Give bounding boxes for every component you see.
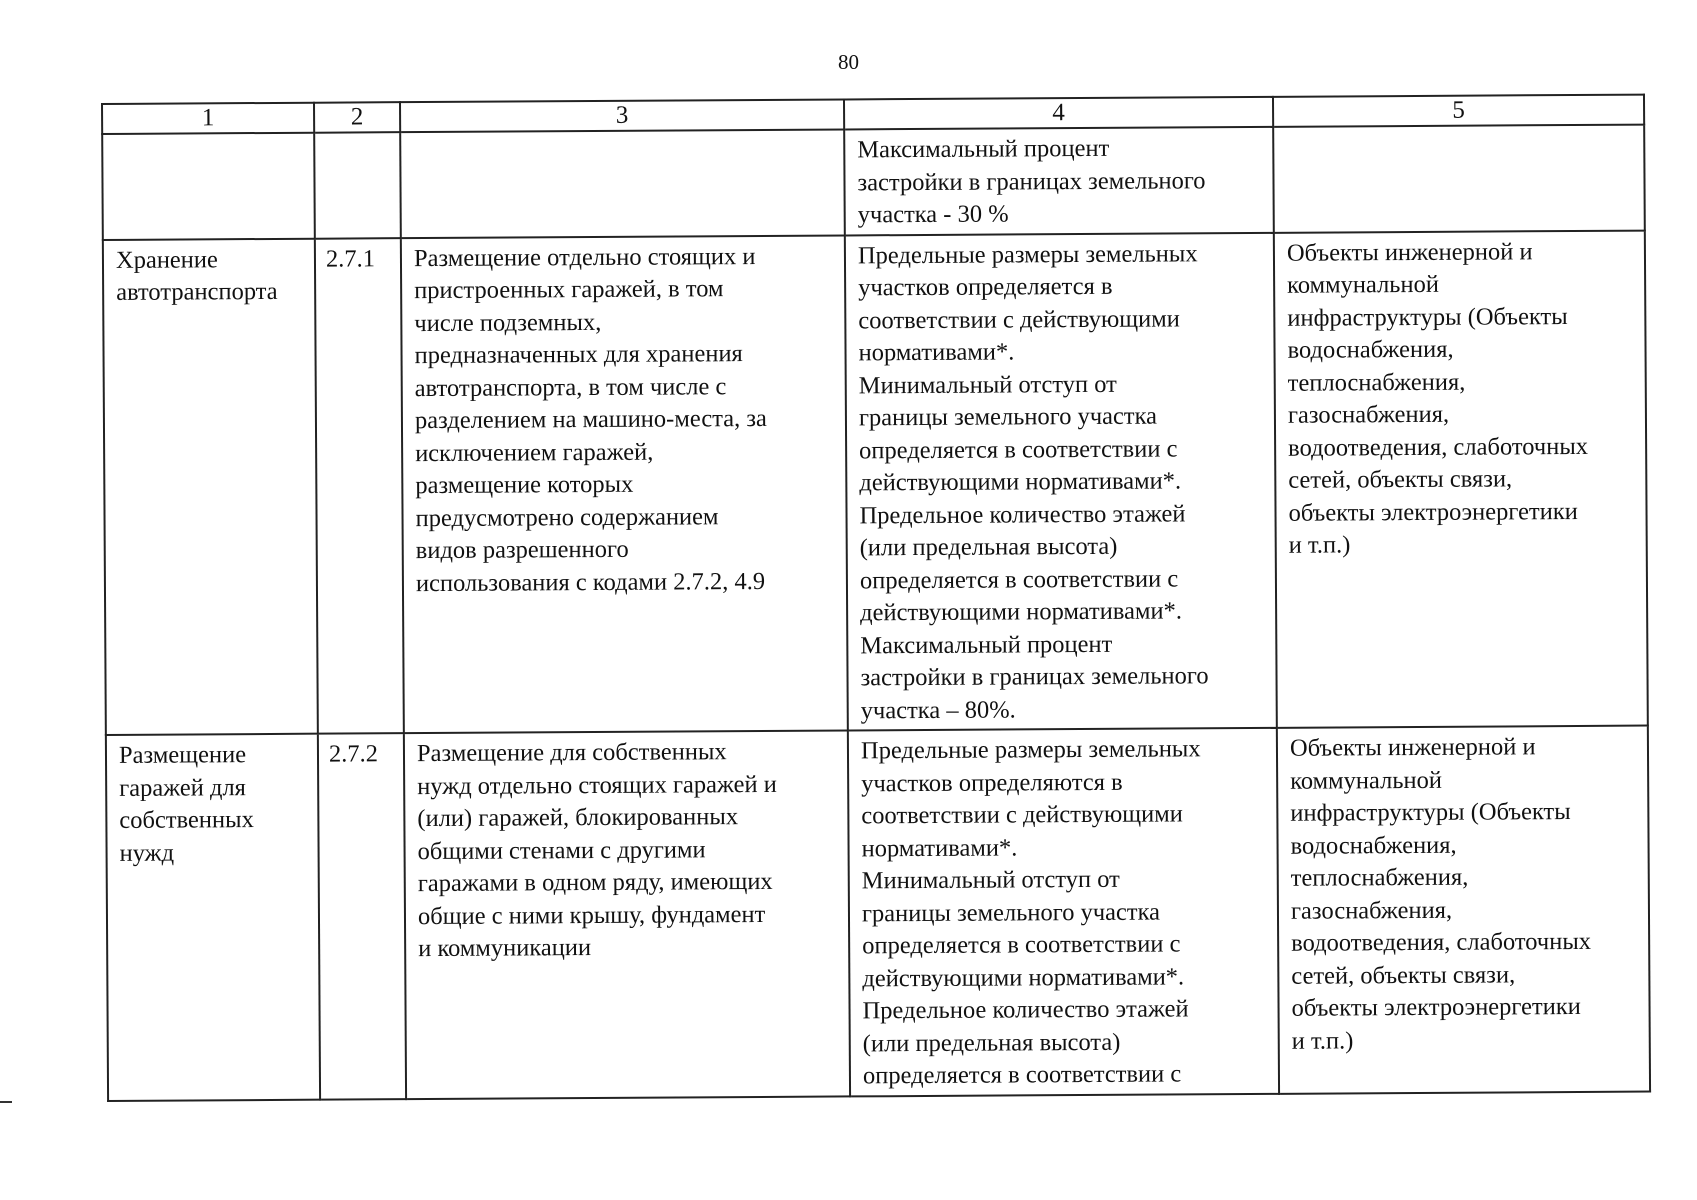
cell-use-code: 2.7.1 — [315, 238, 404, 734]
cell-use-name — [102, 133, 315, 240]
cell-use-description: Размещение отдельно стоящих и пристроенных гаражей, в том числе подземных, предназначенных для хранения автотранспорта, в том числе с разделением на машино-места, за исключением гаражей, размещение которых предусмотрено содержанием видов разрешенного использования с кодами 2.7.2, 4.9 — [401, 235, 848, 733]
margin-mark — [0, 1101, 12, 1103]
cell-parameters: Предельные размеры земельных участков определяется в соответствии с действующими нормативами*. Минимальный отступ от границы земельного участка определяется в соответствии с действующими нормативами*. Предельное количество этажей (или предельная высота) определяется в соответствии с действующими нормативами*. Максимальный процент застройки в границах земельного участка – 80%. — [845, 232, 1277, 730]
column-header-2: 2 — [314, 102, 400, 133]
cell-use-description — [400, 129, 845, 237]
table-row-continuation — [102, 125, 1645, 240]
column-header-3: 3 — [400, 99, 844, 132]
cell-parameters: Максимальный процент застройки в границах земельного участка - 30 % — [844, 127, 1274, 235]
cell-auxiliary-objects: Объекты инженерной и коммунальной инфраструктуры (Объекты водоснабжения, теплоснабжения, газоснабжения, водоотведения, слаботочных сетей, объекты связи, объекты электроэнергетики и т.п.) — [1274, 230, 1648, 728]
cell-use-code — [314, 132, 401, 238]
cell-parameters: Предельные размеры земельных участков определяются в соответствии с действующими нормативами*. Минимальный отступ от границы земельного участка определяется в соответствии с действующими нормативами*. Предельное количество этажей (или предельная высота) определяется в соответствии с — [848, 728, 1279, 1096]
table-row-vehicle-storage — [103, 230, 1648, 735]
cell-auxiliary-objects — [1273, 125, 1645, 233]
cell-use-name: Размещение гаражей для собственных нужд — [106, 734, 320, 1101]
cell-use-name: Хранение автотранспорта — [103, 238, 318, 735]
column-header-5: 5 — [1273, 95, 1644, 127]
page-number: 80 — [838, 50, 859, 74]
column-header-4: 4 — [844, 97, 1273, 130]
cell-use-code: 2.7.2 — [318, 733, 406, 1099]
column-header-1: 1 — [102, 103, 314, 134]
cell-auxiliary-objects: Объекты инженерной и коммунальной инфраструктуры (Объекты водоснабжения, теплоснабжения, газоснабжения, водоотведения, слаботочных сетей, объекты связи, объекты электроэнергетики и т.п.) — [1277, 726, 1650, 1094]
land-use-table — [101, 94, 1651, 1102]
cell-use-description: Размещение для собственных нужд отдельно стоящих гаражей и (или) гаражей, блокированных общими стенами с другими гаражами в одном ряду, имеющих общие с ними крышу, фундамент и коммуникации — [404, 730, 850, 1098]
table-row-private-garages — [106, 726, 1650, 1101]
